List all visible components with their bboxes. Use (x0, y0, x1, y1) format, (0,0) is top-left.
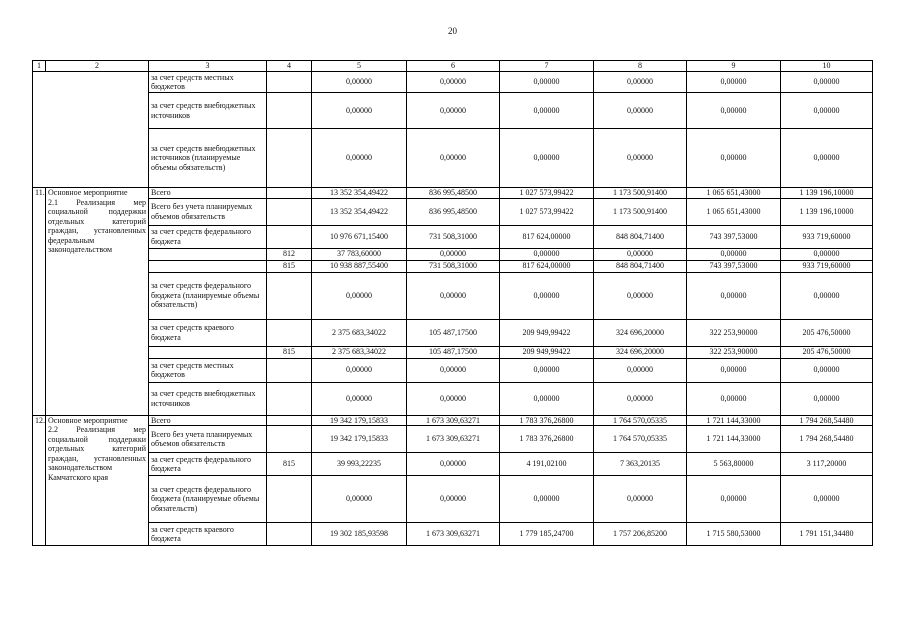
amount-cell: 0,00000 (594, 129, 687, 188)
row-index: 12. (33, 415, 46, 546)
table-row (33, 346, 873, 358)
amount-cell: 209 949,99422 (500, 319, 594, 346)
column-header: 6 (407, 61, 500, 72)
amount-cell: 0,00000 (594, 476, 687, 523)
table-row (33, 272, 873, 319)
funding-source: за счет средств краевого бюджета (149, 319, 267, 346)
funding-source: за счет средств местных бюджетов (149, 72, 267, 93)
amount-cell: 836 995,48500 (407, 198, 500, 225)
amount-cell: 0,00000 (500, 72, 594, 93)
amount-cell: 1 791 151,34480 (781, 523, 873, 546)
amount-cell: 0,00000 (594, 358, 687, 382)
activity-name (46, 188, 149, 416)
activity-description: 2.2 Реализация мер социальной поддержки отдельных категорий граждан, установленных законодательством Камчатского края (48, 425, 146, 482)
empty-cell (33, 72, 149, 188)
budget-code (267, 72, 312, 93)
budget-code (267, 272, 312, 319)
table-row (33, 129, 873, 188)
amount-cell: 0,00000 (687, 382, 781, 415)
activity-title: Основное мероприятие (48, 188, 128, 197)
table-row (33, 260, 873, 272)
amount-cell: 0,00000 (407, 453, 500, 476)
amount-cell: 731 508,31000 (407, 225, 500, 248)
amount-cell: 205 476,50000 (781, 319, 873, 346)
amount-cell: 1 764 570,05335 (594, 415, 687, 426)
table-row (33, 72, 873, 93)
amount-cell: 10 976 671,15400 (312, 225, 407, 248)
table-row (33, 319, 873, 346)
amount-cell: 1 721 144,33000 (687, 415, 781, 426)
column-header: 4 (267, 61, 312, 72)
amount-cell: 0,00000 (781, 72, 873, 93)
amount-cell: 0,00000 (312, 272, 407, 319)
funding-source: за счет средств краевого бюджета (149, 523, 267, 546)
table-row (33, 198, 873, 225)
column-header: 8 (594, 61, 687, 72)
amount-cell: 19 302 185,93598 (312, 523, 407, 546)
amount-cell: 848 804,71400 (594, 225, 687, 248)
budget-code (267, 93, 312, 129)
amount-cell: 0,00000 (687, 272, 781, 319)
funding-source (149, 260, 267, 272)
amount-cell: 836 995,48500 (407, 188, 500, 199)
table-row (33, 453, 873, 476)
amount-cell: 0,00000 (407, 129, 500, 188)
amount-cell: 2 375 683,34022 (312, 319, 407, 346)
table-row (33, 426, 873, 453)
amount-cell: 1 779 185,24700 (500, 523, 594, 546)
column-header: 2 (46, 61, 149, 72)
amount-cell: 2 375 683,34022 (312, 346, 407, 358)
amount-cell: 0,00000 (407, 382, 500, 415)
amount-cell: 0,00000 (407, 476, 500, 523)
amount-cell: 13 352 354,49422 (312, 188, 407, 199)
budget-code (267, 129, 312, 188)
amount-cell: 1 715 580,53000 (687, 523, 781, 546)
budget-code (267, 198, 312, 225)
amount-cell: 205 476,50000 (781, 346, 873, 358)
amount-cell: 0,00000 (594, 382, 687, 415)
funding-source: за счет средств внебюджетных источников (149, 382, 267, 415)
amount-cell: 0,00000 (781, 93, 873, 129)
funding-source: за счет средств федерального бюджета (149, 453, 267, 476)
amount-cell: 13 352 354,49422 (312, 198, 407, 225)
amount-cell: 105 487,17500 (407, 319, 500, 346)
column-number-row (33, 61, 873, 72)
funding-source: за счет средств федерального бюджета (149, 225, 267, 248)
amount-cell: 105 487,17500 (407, 346, 500, 358)
funding-source: за счет средств местных бюджетов (149, 358, 267, 382)
amount-cell: 1 065 651,43000 (687, 198, 781, 225)
amount-cell: 1 794 268,54480 (781, 415, 873, 426)
table-row (33, 93, 873, 129)
amount-cell: 1 673 309,63271 (407, 415, 500, 426)
amount-cell: 1 673 309,63271 (407, 426, 500, 453)
amount-cell: 0,00000 (312, 129, 407, 188)
activity-description: 2.1 Реализация мер социальной поддержки отдельных категорий граждан, установленных федеральным законодательством (48, 197, 146, 254)
amount-cell: 5 563,80000 (687, 453, 781, 476)
amount-cell: 0,00000 (312, 382, 407, 415)
amount-cell: 0,00000 (594, 72, 687, 93)
amount-cell: 1 027 573,99422 (500, 198, 594, 225)
budget-code (267, 358, 312, 382)
budget-code (267, 523, 312, 546)
amount-cell: 0,00000 (594, 93, 687, 129)
budget-code: 815 (267, 346, 312, 358)
amount-cell: 209 949,99422 (500, 346, 594, 358)
amount-cell: 1 173 500,91400 (594, 198, 687, 225)
table-row (33, 382, 873, 415)
amount-cell: 0,00000 (407, 358, 500, 382)
amount-cell: 0,00000 (500, 93, 594, 129)
funding-source (149, 248, 267, 260)
budget-code: 812 (267, 248, 312, 260)
column-header: 5 (312, 61, 407, 72)
amount-cell: 19 342 179,15833 (312, 415, 407, 426)
funding-source: Всего без учета планируемых объемов обязательств (149, 426, 267, 453)
amount-cell: 0,00000 (500, 129, 594, 188)
amount-cell: 7 363,20135 (594, 453, 687, 476)
amount-cell: 0,00000 (687, 248, 781, 260)
table-row (33, 523, 873, 546)
amount-cell: 0,00000 (500, 248, 594, 260)
column-header: 3 (149, 61, 267, 72)
table-row (33, 225, 873, 248)
amount-cell: 0,00000 (687, 93, 781, 129)
amount-cell: 0,00000 (312, 358, 407, 382)
column-header: 10 (781, 61, 873, 72)
amount-cell: 1 673 309,63271 (407, 523, 500, 546)
table-row (33, 358, 873, 382)
amount-cell: 1 764 570,05335 (594, 426, 687, 453)
funding-source: за счет средств федерального бюджета (планируемые объемы обязательств) (149, 272, 267, 319)
amount-cell: 731 508,31000 (407, 260, 500, 272)
amount-cell: 39 993,22235 (312, 453, 407, 476)
amount-cell: 0,00000 (407, 72, 500, 93)
amount-cell: 0,00000 (687, 476, 781, 523)
amount-cell: 324 696,20000 (594, 346, 687, 358)
budget-table (32, 60, 873, 546)
amount-cell: 743 397,53000 (687, 225, 781, 248)
amount-cell: 0,00000 (500, 358, 594, 382)
amount-cell: 0,00000 (594, 248, 687, 260)
funding-source: за счет средств внебюджетных источников (планируемые объемы обязательств) (149, 129, 267, 188)
activity-name (46, 415, 149, 546)
amount-cell: 1 721 144,33000 (687, 426, 781, 453)
amount-cell: 1 783 376,26800 (500, 415, 594, 426)
amount-cell: 19 342 179,15833 (312, 426, 407, 453)
table-row (33, 188, 873, 199)
amount-cell: 0,00000 (781, 129, 873, 188)
amount-cell: 0,00000 (781, 476, 873, 523)
amount-cell: 324 696,20000 (594, 319, 687, 346)
amount-cell: 0,00000 (781, 248, 873, 260)
amount-cell: 0,00000 (687, 72, 781, 93)
budget-code (267, 426, 312, 453)
amount-cell: 743 397,53000 (687, 260, 781, 272)
amount-cell: 1 065 651,43000 (687, 188, 781, 199)
amount-cell: 0,00000 (500, 476, 594, 523)
amount-cell: 0,00000 (312, 93, 407, 129)
amount-cell: 933 719,60000 (781, 225, 873, 248)
amount-cell: 0,00000 (781, 358, 873, 382)
budget-code (267, 225, 312, 248)
amount-cell: 0,00000 (407, 272, 500, 319)
table-body (33, 72, 873, 546)
amount-cell: 1 027 573,99422 (500, 188, 594, 199)
amount-cell: 0,00000 (312, 476, 407, 523)
funding-source: Всего (149, 415, 267, 426)
amount-cell: 0,00000 (407, 93, 500, 129)
table-row (33, 476, 873, 523)
table-row (33, 248, 873, 260)
amount-cell: 933 719,60000 (781, 260, 873, 272)
amount-cell: 1 173 500,91400 (594, 188, 687, 199)
amount-cell: 3 117,20000 (781, 453, 873, 476)
column-header: 9 (687, 61, 781, 72)
amount-cell: 322 253,90000 (687, 319, 781, 346)
funding-source (149, 346, 267, 358)
amount-cell: 817 624,00000 (500, 260, 594, 272)
budget-code (267, 382, 312, 415)
funding-source: Всего без учета планируемых объемов обязательств (149, 198, 267, 225)
page-number: 20 (448, 26, 457, 36)
funding-source: за счет средств федерального бюджета (планируемые объемы обязательств) (149, 476, 267, 523)
column-header: 7 (500, 61, 594, 72)
amount-cell: 0,00000 (500, 382, 594, 415)
budget-code: 815 (267, 260, 312, 272)
budget-code (267, 476, 312, 523)
amount-cell: 10 938 887,55400 (312, 260, 407, 272)
amount-cell: 0,00000 (500, 272, 594, 319)
amount-cell: 848 804,71400 (594, 260, 687, 272)
amount-cell: 37 783,60000 (312, 248, 407, 260)
amount-cell: 0,00000 (781, 382, 873, 415)
amount-cell: 0,00000 (407, 248, 500, 260)
amount-cell: 1 139 196,10000 (781, 198, 873, 225)
row-index: 11. (33, 188, 46, 416)
amount-cell: 322 253,90000 (687, 346, 781, 358)
amount-cell: 1 757 206,85200 (594, 523, 687, 546)
amount-cell: 1 139 196,10000 (781, 188, 873, 199)
amount-cell: 0,00000 (594, 272, 687, 319)
amount-cell: 1 783 376,26800 (500, 426, 594, 453)
amount-cell: 1 794 268,54480 (781, 426, 873, 453)
column-header: 1 (33, 61, 46, 72)
funding-source: Всего (149, 188, 267, 199)
table-row (33, 415, 873, 426)
amount-cell: 0,00000 (781, 272, 873, 319)
funding-source: за счет средств внебюджетных источников (149, 93, 267, 129)
budget-code (267, 319, 312, 346)
amount-cell: 817 624,00000 (500, 225, 594, 248)
budget-code: 815 (267, 453, 312, 476)
amount-cell: 0,00000 (312, 72, 407, 93)
amount-cell: 0,00000 (687, 129, 781, 188)
amount-cell: 4 191,02100 (500, 453, 594, 476)
budget-code (267, 415, 312, 426)
budget-code (267, 188, 312, 199)
amount-cell: 0,00000 (687, 358, 781, 382)
activity-title: Основное мероприятие (48, 415, 128, 425)
